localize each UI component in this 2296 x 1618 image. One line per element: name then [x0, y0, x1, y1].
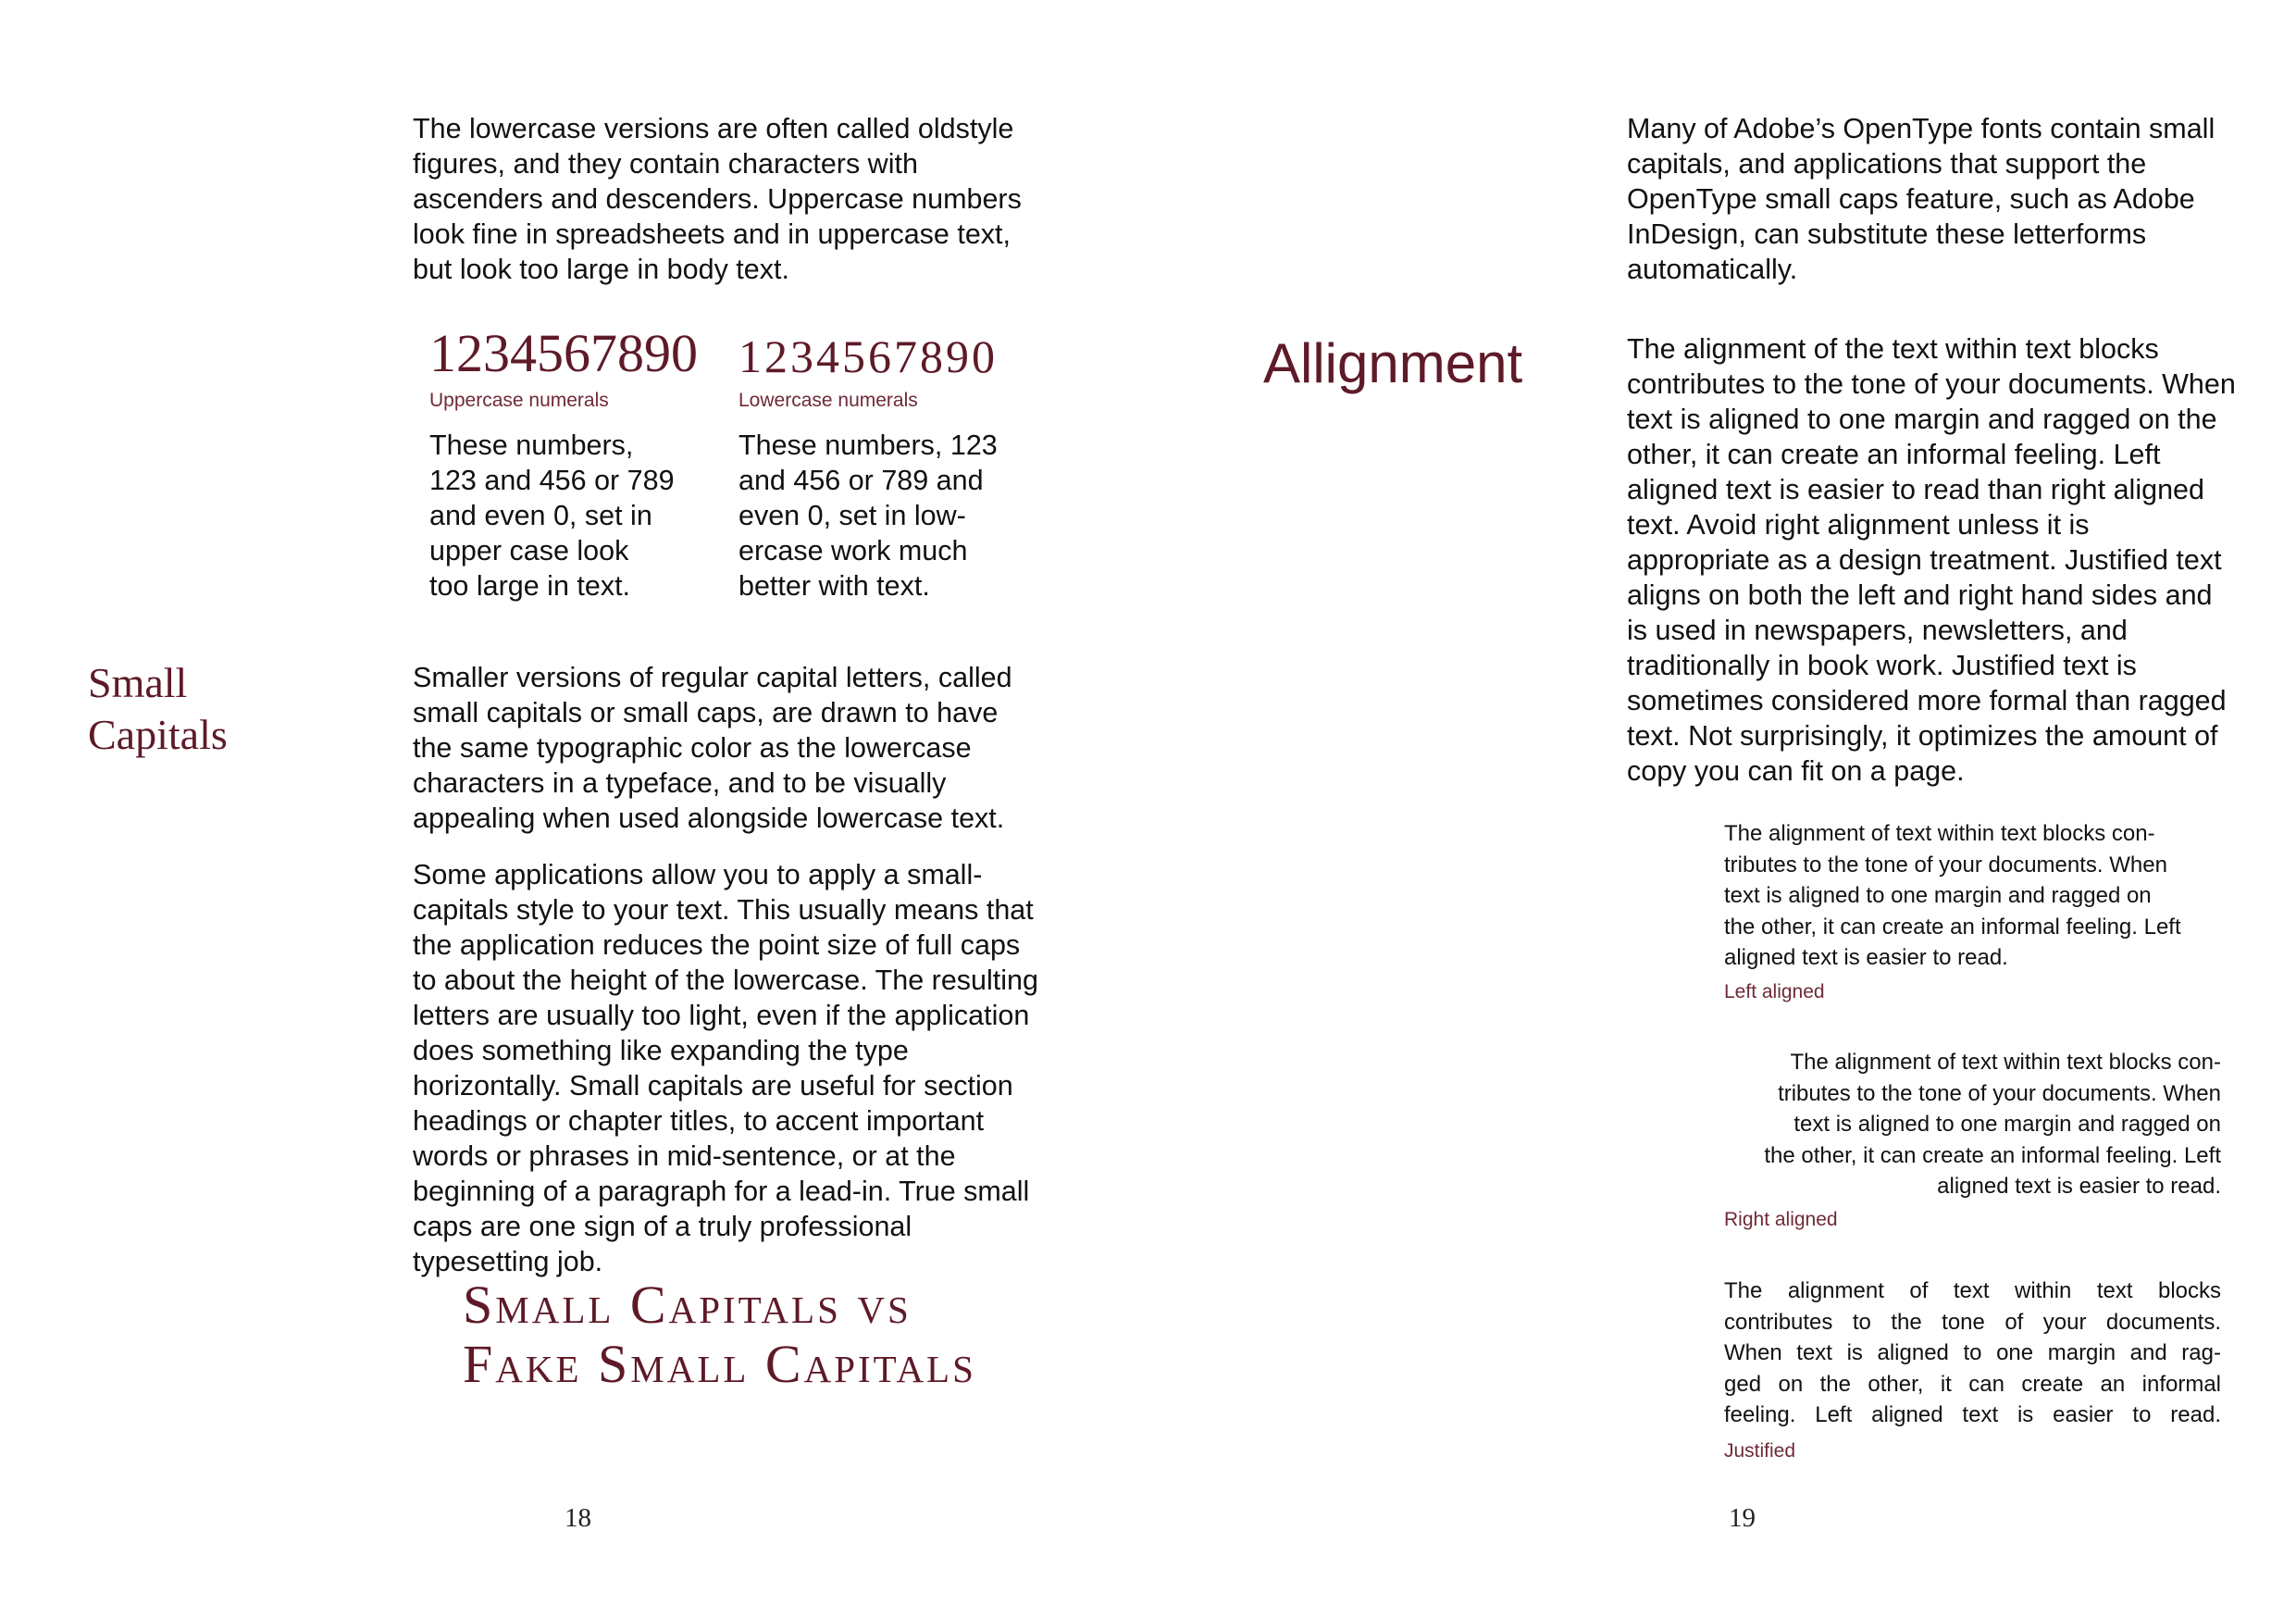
- left-aligned-caption: Left aligned: [1724, 981, 1825, 1002]
- demo-line: Small Capitals vs: [463, 1275, 912, 1335]
- demo-line: Fake Small Capitals: [463, 1334, 976, 1394]
- uppercase-numerals-text: [429, 428, 707, 604]
- text-line: text is aligned to one margin and ragged on: [1724, 883, 2152, 908]
- text-line: the other, it can create an informal feeling. Left: [1764, 1142, 2221, 1168]
- text-line: aligned text is easier to read.: [1937, 1174, 2221, 1199]
- left-aligned-sample: [1724, 818, 2221, 974]
- page-number-left: 18: [565, 1503, 591, 1533]
- small-caps-paragraph-2: Some applications allow you to apply a small-capitals style to your text. This usually means that the application reduces the point size of full caps to about the height of the lowercase. The resulting letters are usually too light, even if the application does something like expanding the type horizontally. Small capitals are useful for section headings or chapter titles, to accent important words or phrases in mid-sentence, or at the beginning of a paragraph for a lead-in. True small caps are one sign of a truly professional typesetting job.: [413, 859, 1038, 1277]
- text-line: aligned text is easier to read.: [1724, 945, 2008, 970]
- text-line: better with text.: [738, 570, 930, 602]
- small-capitals-heading: [88, 657, 228, 761]
- lowercase-numerals-text: [738, 428, 1035, 604]
- numerals-intro-paragraph: The lowercase versions are often called oldstyle figures, and they contain characters with ascenders and descenders. Uppercase numbers look fine in spreadsheets and in uppercase text, but look too large in body text.: [413, 113, 1022, 285]
- alignment-paragraph: The alignment of the text within text blocks contributes to the tone of your documents. When text is aligned to one margin and ragged on the other, it can create an informal feeling. Left aligned text is easier to read than right aligned text. Avoid right alignment unless it is appropriate as a design treatment. Justified text aligns on both the left and right hand sides and is used in newspapers, newsletters, and traditionally in book work. Justified text is sometimes considered more formal than ragged text. Not surprisingly, it optimizes the amount of copy you can fit on a page.: [1627, 333, 2236, 787]
- right-aligned-sample: [1724, 1047, 2221, 1202]
- text-line: 123 and 456 or 789: [429, 465, 675, 496]
- justified-caption: Justified: [1724, 1440, 1796, 1462]
- text-line: The alignment of text within text blocks: [1724, 1278, 2221, 1303]
- lowercase-numerals-sample: 1234567890: [738, 330, 998, 382]
- page-number-right: 19: [1729, 1503, 1756, 1533]
- small-caps-demo: [463, 1276, 976, 1394]
- text-line: tributes to the tone of your documents. When: [1724, 852, 2167, 877]
- text-line: and even 0, set in: [429, 500, 652, 531]
- heading-line: Small: [88, 659, 188, 706]
- text-line: ercase work much: [738, 535, 968, 566]
- text-line: These numbers, 123: [738, 429, 998, 461]
- small-caps-paragraph-1: Smaller versions of regular capital letters, called small capitals or small caps, are drawn to have the same typographic color as the lowercase characters in a typeface, and to be visually appealing when used alongside lowercase text.: [413, 662, 1012, 834]
- text-line: The alignment of text within text blocks con-: [1790, 1050, 2221, 1075]
- alignment-heading: Allignment: [1263, 332, 1523, 394]
- justified-sample: [1724, 1276, 2221, 1431]
- text-line: feeling. Left aligned text is easier to read.: [1724, 1402, 2221, 1427]
- lowercase-numerals-caption: Lowercase numerals: [738, 390, 918, 411]
- uppercase-numerals-sample: 1234567890: [429, 323, 698, 383]
- right-aligned-caption: Right aligned: [1724, 1209, 1838, 1230]
- text-line: upper case look: [429, 535, 629, 566]
- uppercase-numerals-caption: Uppercase numerals: [429, 390, 609, 411]
- text-line: tributes to the tone of your documents. When: [1778, 1080, 2221, 1106]
- text-line: even 0, set in low-: [738, 500, 966, 531]
- text-line: When text is aligned to one margin and rag-: [1724, 1340, 2221, 1365]
- text-line: contributes to the tone of your documents.: [1724, 1309, 2221, 1335]
- heading-line: Capitals: [88, 711, 228, 758]
- text-line: the other, it can create an informal feeling. Left: [1724, 914, 2181, 940]
- text-line: too large in text.: [429, 570, 631, 602]
- text-line: These numbers,: [429, 429, 634, 461]
- text-line: and 456 or 789 and: [738, 465, 984, 496]
- text-line: text is aligned to one margin and ragged on: [1793, 1112, 2221, 1137]
- text-line: The alignment of text within text blocks con-: [1724, 821, 2155, 846]
- opentype-intro-paragraph: Many of Adobe’s OpenType fonts contain small capitals, and applications that support the OpenType small caps feature, such as Adobe InDesign, can substitute these letterforms automatically.: [1627, 113, 2215, 285]
- text-line: ged on the other, it can create an informal: [1724, 1371, 2221, 1397]
